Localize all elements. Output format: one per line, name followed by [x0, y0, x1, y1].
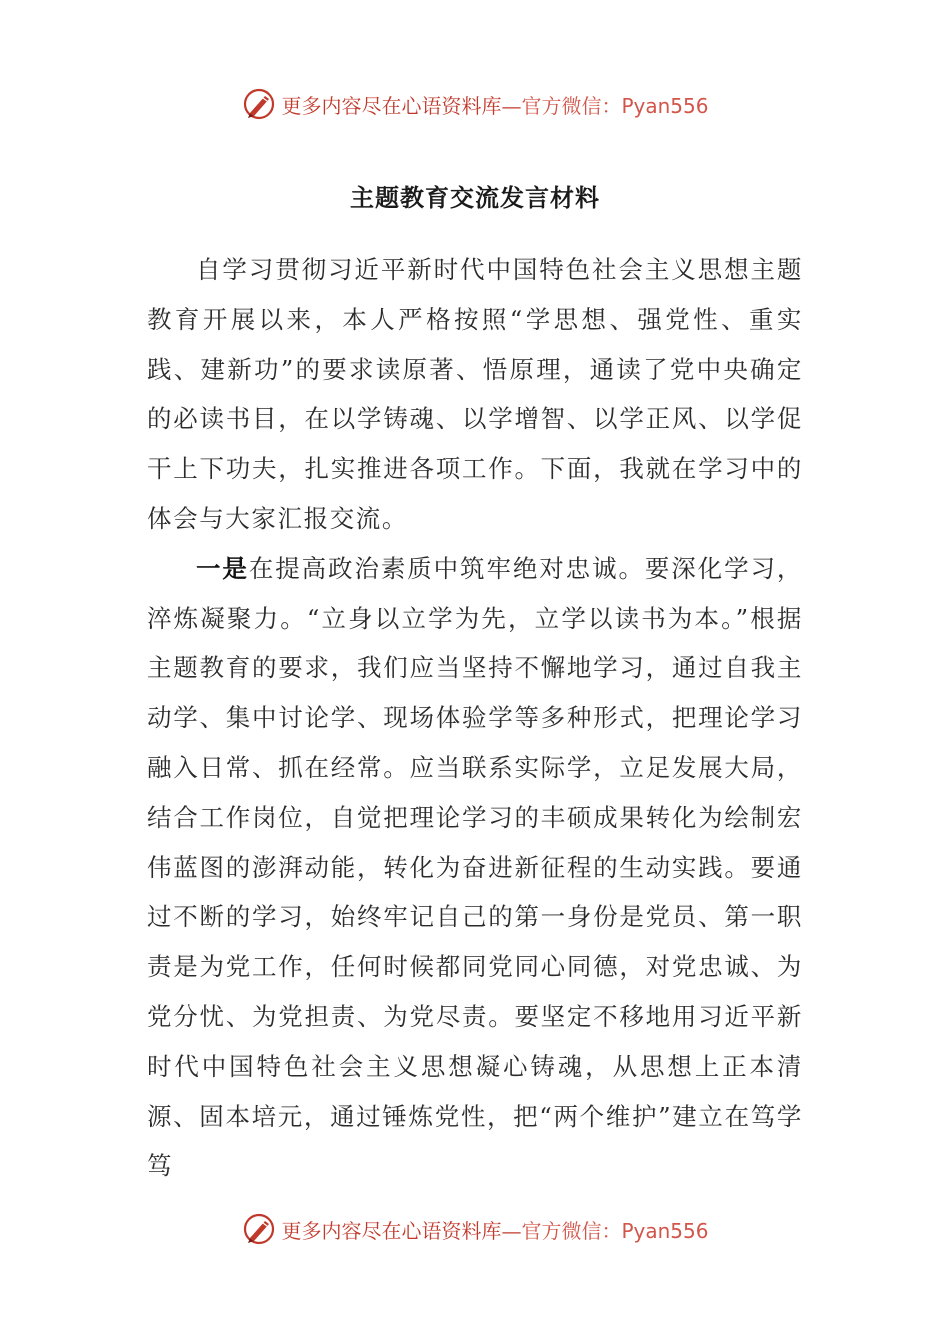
watermark-text: 更多内容尽在心语资料库— — [281, 1218, 522, 1243]
watermark-contact: 官方微信：Pyan556 — [521, 93, 709, 118]
header-watermark-banner — [0, 84, 950, 124]
pen-logo-icon — [241, 1211, 277, 1247]
paragraph-2-lead: 一是 — [196, 553, 249, 583]
watermark-contact: 官方微信：Pyan556 — [521, 1218, 709, 1243]
paragraph-1-text: 自学习贯彻习近平新时代中国特色社会主义思想主题教育开展以来，本人严格按照“学思想、强党性、重实践、建新功”的要求读原著、悟原理，通读了党中央确定的必读书目，在以学铸魂、以学增智、以学正风、以学促干上下功夫，扎实推进各项工作。下面，我就在学习中的体会与大家汇报交流。 — [147, 255, 803, 533]
paragraph-2-text: 在提高政治素质中筑牢绝对忠诚。要深化学习，淬炼凝聚力。“立身以立学为先，立学以读书为本。”根据主题教育的要求，我们应当坚持不懈地学习，通过自我主动学、集中讨论学、现场体验学等多种形式，把理论学习融入日常、抓在经常。应当联系实际学，立足发展大局，结合工作岗位，自觉把理论学习的丰硕成果转化为绘制宏伟蓝图的澎湃动能，转化为奋进新征程的生动实践。要通过不断的学习，始终牢记自己的第一身份是党员、第一职责是为党工作，任何时候都同党同心同德，对党忠诚、为党分忧、为党担责、为党尽责。要坚定不移地用习近平新时代中国特色社会主义思想凝心铸魂，从思想上正本清源、固本培元，通过锤炼党性，把“两个维护”建立在笃学笃 — [147, 553, 803, 1181]
footer-watermark-banner — [0, 1209, 950, 1249]
document-body — [147, 245, 803, 1191]
paragraph-2 — [147, 544, 803, 1191]
document-title: 主题教育交流发言材料 — [350, 183, 600, 212]
watermark-text: 更多内容尽在心语资料库— — [281, 93, 522, 118]
paragraph-1 — [147, 245, 803, 544]
pen-logo-icon — [241, 86, 277, 122]
